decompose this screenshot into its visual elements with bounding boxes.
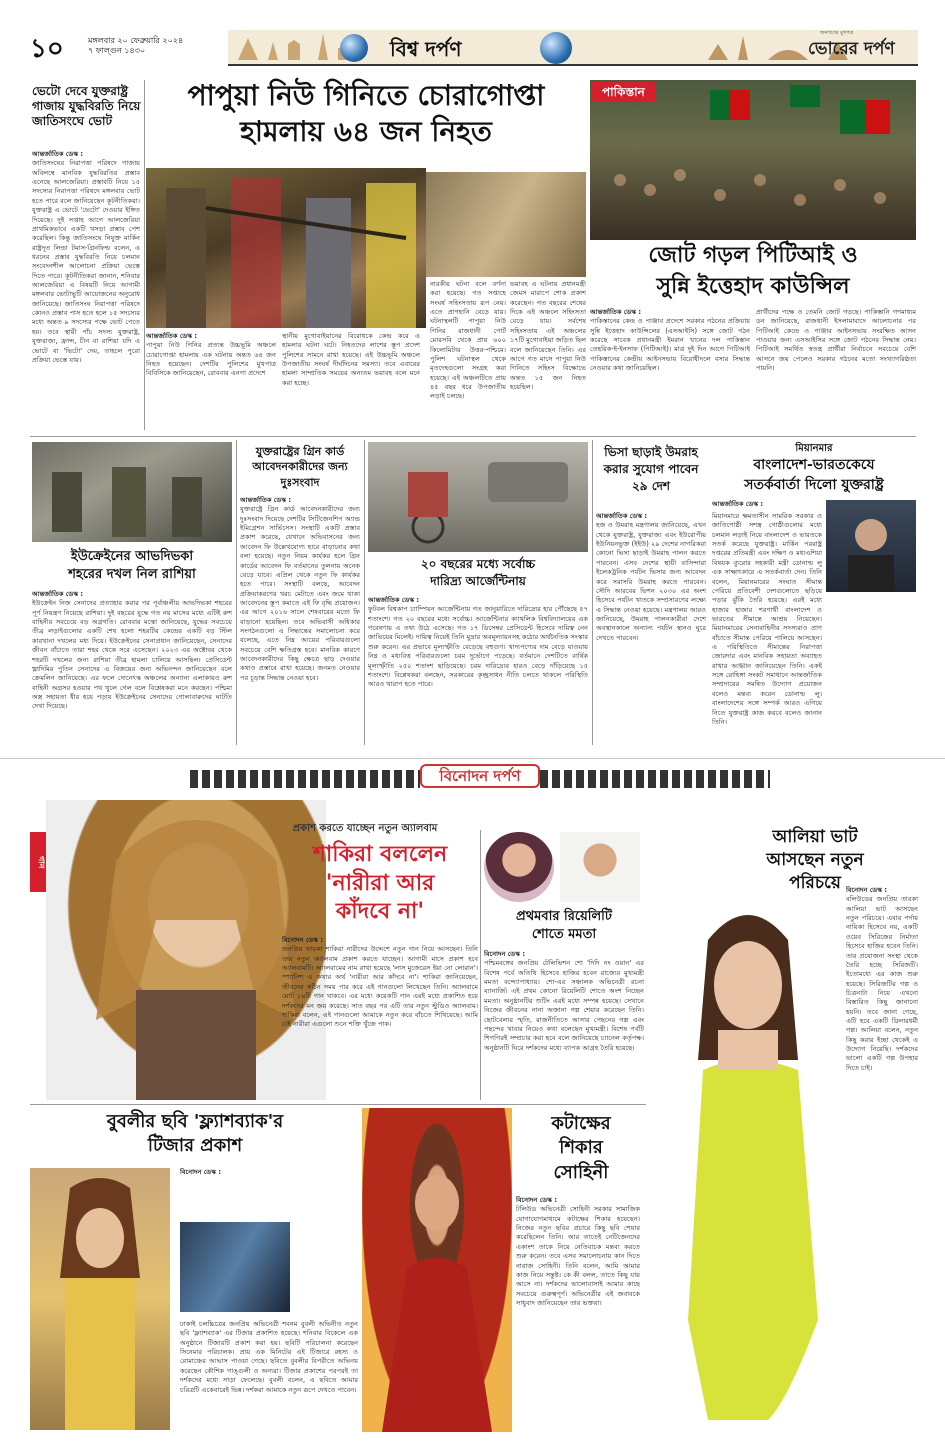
section-title: বিশ্ব দর্পণ xyxy=(390,37,462,61)
sohini-headline-line3: সোহিনী xyxy=(553,1161,609,1183)
alia-photo xyxy=(648,900,848,1420)
column-divider xyxy=(144,80,145,430)
png-photo-2 xyxy=(426,172,586,277)
donald-lu-photo xyxy=(826,500,916,592)
png-body-1-text: পাপুয়া নিউ গিনির প্রত্যন্ত উচ্চভূমি অঞ্চলে চোরাগোপ্তা হামলায় এক ঘটনায় অন্তত ৬৪ জন নিহত হয়েছেন। দেশটির পুলিশের মুখপাত্র বিবিসিকে জানিয়েছেন, রোববার এনগা প্রদেশে xyxy=(146,341,276,378)
pakistan-headline-line1: জোট গড়ল পিটিআই ও xyxy=(648,242,858,268)
desk-label: আন্তর্জাতিক ডেস্ক : xyxy=(240,496,292,504)
png-headline-line2: হামলায় ৬৪ জন নিহত xyxy=(240,115,492,149)
soldiers-image xyxy=(32,442,232,542)
argentina-headline-line1: ২০ বছরের মধ্যে সর্বোচ্চ xyxy=(420,557,536,571)
header-date xyxy=(88,36,238,57)
gaza-body xyxy=(32,150,140,428)
column-divider xyxy=(364,440,365,745)
desk-label: আন্তর্জাতিক ডেস্ক : xyxy=(712,500,764,508)
shakira-headline-line2: 'নারীরা আর xyxy=(325,869,435,896)
png-body-4: ভয়াবহ এ ঘটনায় প্রধানমন্ত্রী জেমস মারাপে শোক প্রকাশ করেছেন। গত বছরের শেষের দিকে এই অঞ্চলে সহিংসতা বেড়ে যায়। সর্বশেষ সহিংসতায় এই অঞ্চলের ১৭টি মুগোবাইয়া জড়িত ছিল বলে জানিয়েছেন তিনি। এর আগে গত মাসে পাপুয়া নিউ গিনিতে সহিংস বিক্ষোভে অন্তত ১৫ জন নিহত হয়েছিল। xyxy=(510,280,586,391)
page-header xyxy=(0,0,945,68)
desk-label: বিনোদন ডেস্ক : xyxy=(846,886,887,894)
armed-men-image xyxy=(146,168,426,328)
png-headline xyxy=(146,78,586,151)
logo-tagline: জনগণের মুখপত্র xyxy=(820,30,854,36)
date-bengali: ৭ ফাল্গুন ১৪৩০ xyxy=(88,46,146,56)
desk-label: বিনোদন ডেস্ক : xyxy=(516,1196,557,1204)
ukraine-body-text: ইউক্রেইন নিজ সেনাদের প্রত্যাহার করার পর পূর্বাঞ্চলীয় আভদিভকা শহরের পূর্ণ নিয়ন্ত্রণ নিয়েছে রাশিয়া। দুই বছরের যুদ্ধে গত নয় মাসের মধ্যে এটিই রুশ বাহিনীর সবচেয়ে বড় অগ্রগতি। রোববার মস্কো জানিয়েছে, যুদ্ধের সবচেয়ে তীব্র লড়াইগুলোর একটি শেষ হলো শহরটির কেন্দ্রের একটি বড় স্টিল কারখানা দখলের মধ্য দিয়ে। ইউক্রেইনের সেনাপ্রধান জানিয়েছেন, সেনাদের জীবন বাঁচাতে তারা শহর থেকে সরে এসেছেন। ২০২৩ এর অক্টোবর থেকে শহরটি দখলের জন্য রাশিয়া তীব্র হামলা চালিয়ে আসছিল। প্রেসিডেন্ট ভ্লাদিমির পুতিন সেনাদের এ বিজয়ের জন্য অভিনন্দন জানিয়েছেন বলে ক্রেমলিন জানিয়েছে। এর ফলে দোনেৎস্ক অঞ্চলের অন্যান্য এলাকায়ও রুশ বাহিনী অগ্রসর হওয়ার পথ খুলে গেল বলে বিশ্লেষকরা মনে করছেন। পশ্চিমা অস্ত্র সহায়তা ধীর হয়ে পড়ায় ইউক্রেইনের সেনাদের গোলাবারুদের ঘাটতি দেখা দিয়েছে। xyxy=(32,599,232,711)
argentina-body xyxy=(368,596,588,742)
alia-body-text: বলিউডের জনপ্রিয় তারকা আলিয়া ভাট আসছেন নতুন পরিচয়ে। এবার পর্দায় নায়িকা হিসেবে নয়, একটি ওয়েব সিরিজের নির্মাতা হিসেবে হাজির হবেন তিনি। তার প্রযোজনা সংস্থা থেকে তৈরি হচ্ছে সিরিজটি। ইতোমধ্যে এর কাজ শুরু হয়েছে। সিরিজটির গল্প ও চিত্রনাট্য নিয়ে এখনো বিস্তারিত কিছু জানানো হয়নি। তবে জানা গেছে, এটি হবে একটি থ্রিলারধর্মী গল্প। আলিয়া বলেন, নতুন কিছু করার ইচ্ছা থেকেই এ উদ্যোগ নিয়েছি। দর্শকদের ভালো একটি গল্প উপহার দিতে চাই। xyxy=(846,895,918,1072)
sohini-body-text: টলিউড অভিনেত্রী সোহিনী সরকার সামাজিক যোগাযোগমাধ্যমে কটাক্ষের শিকার হয়েছেন। নিজের নতুন ছবির প্রচারে কিছু ছবি শেয়ার করেছিলেন তিনি। আর তাতেই নেটিজেনদের একাংশ তাকে নিয়ে নেতিবাচক মন্তব্য করতে শুরু করেন। তবে এসব সমালোচনায় কান দিতে নারাজ সোহিনী। তিনি বলেন, আমি আমার কাজ নিয়ে সন্তুষ্ট। কে কী বলল, তাতে কিছু যায় আসে না। দর্শকদের ভালোবাসাই আমার কাছে সবচেয়ে গুরুত্বপূর্ণ। অভিনেত্রীর এই জবাবকে সাধুবাদ জানিয়েছেন তার ভক্তরা। xyxy=(516,1205,640,1307)
street-cart-image xyxy=(368,442,588,552)
mamata-photo xyxy=(560,832,640,902)
column-divider xyxy=(592,440,593,745)
ukraine-headline xyxy=(32,548,232,584)
sohini-headline-line2: শিকার xyxy=(559,1137,603,1159)
myanmar-body: মিয়ানমারে ক্ষমতাসীন সামরিক সরকার ও জাতিগোষ্ঠী সশস্ত্র গোষ্ঠীগুলোর মধ্যে চলমান লড়াই নিয়ে বাংলাদেশ ও ভারতকে সতর্ক করেছে যুক্তরাষ্ট্র। মার্কিন পররাষ্ট্র দপ্তরের প্রতিমন্ত্রী এবং দক্ষিণ ও মধ্যএশিয়া বিষয়ক ব্যুরোর সহকারী মন্ত্রী ডোনাল্ড লু এক সাক্ষাৎকারে এ সতর্কবার্তা দেন। তিনি বলেন, মিয়ানমারের সংঘাত সীমান্ত পেরিয়ে প্রতিবেশী দেশগুলোতে ছড়িয়ে পড়ার ঝুঁকি তৈরি হয়েছে। এরই মধ্যে হাজার হাজার শরণার্থী বাংলাদেশ ও ভারতের সীমান্তে আশ্রয় নিয়েছেন। মিয়ানমারের সেনাবাহিনীর সদস্যরাও প্রাণ বাঁচাতে সীমান্ত পেরিয়ে পালিয়ে আসছেন। এ পরিস্থিতিতে সীমান্তের নিরাপত্তা জোরদার এবং মানবিক সহায়তা অব্যাহত রাখার আহ্বান জানিয়েছেন তিনি। একই সঙ্গে রোহিঙ্গা সংকট সমাধানে আন্তর্জাতিক সম্প্রদায়ের সমন্বিত উদ্যোগ প্রয়োজন বলেও মন্তব্য করেন ডোনাল্ড লু। বাংলাদেশের সঙ্গে সম্পর্ক আরও এগিয়ে নিতে যুক্তরাষ্ট্র কাজ করবে বলেও জানান তিনি। xyxy=(712,512,822,726)
shakira-body xyxy=(282,936,478,1096)
row-divider xyxy=(30,436,916,437)
globe-icon xyxy=(540,32,572,64)
column-divider xyxy=(480,830,481,1100)
alia-headline-line1: আলিয়া ভাট xyxy=(772,827,858,847)
sohini-photo xyxy=(362,1108,512,1432)
pakistan-tag: পাকিস্তান xyxy=(592,82,655,102)
png-photo xyxy=(146,168,426,328)
side-label: গান xyxy=(30,832,46,892)
alia-headline-line2: আসছেন নতুন xyxy=(766,849,864,870)
pakistan-headline-line2: সুন্নি ইত্তেহাদ কাউন্সিল xyxy=(656,272,850,299)
mamata-headline xyxy=(484,908,644,944)
alia-body xyxy=(846,886,918,1426)
column-divider xyxy=(236,440,237,745)
desk-label: বিনোদন ডেস্ক : xyxy=(282,936,323,944)
pakistan-headline xyxy=(590,240,916,302)
alia-headline xyxy=(730,826,900,895)
sohini-image xyxy=(362,1108,512,1432)
argentina-headline xyxy=(368,556,588,590)
mamata-body xyxy=(484,950,644,1100)
argentina-photo xyxy=(368,442,588,552)
date-gregorian: মঙ্গলবার ২০ ফেব্রুয়ারি ২০২৪ xyxy=(88,36,184,45)
shakira-body-text: জনপ্রিয় তারকা শাকিরা নারীদের উদ্দেশে নতুন গান নিয়ে আসছেন। তিনি তার নতুন অ্যালবাম প্রকাশ করতে যাচ্ছেন। আগামী মাসে প্রকাশ হবে অ্যালবামটি। অ্যালবামের নাম রাখা হয়েছে 'লাস মুজেরেস ইয়া নো লোরান'। স্প্যানিশ এ কথার অর্থ 'নারীরা আর কাঁদবে না'। শাকিরা জানিয়েছেন, জীবনের কঠিন সময় পার করে এই গানগুলো লিখেছেন তিনি। অ্যালবামে মোট ১৬টি গান থাকবে। এর মধ্যে কয়েকটি গান এরই মধ্যে প্রকাশিত হয়ে দর্শকদের মন জয় করেছে। সাত বছর পর এটি তার নতুন স্টুডিও অ্যালবাম। শাকিরা বলেন, এই গানগুলো আমাকে নতুন করে বাঁচতে শিখিয়েছে। আমি চাই নারীরা এগুলো শুনে শক্তি খুঁজে পাক। xyxy=(282,945,478,1029)
row-divider xyxy=(30,1104,646,1105)
film-strip-right xyxy=(540,770,770,788)
bubli-body: ঢাকাই চলচ্চিত্রের জনপ্রিয় অভিনেত্রী শবনম বুবলী অভিনীত নতুন ছবি 'ফ্ল্যাশব্যাক' এর টিজার প্রকাশিত হয়েছে। শনিবার বিকেলে এক অনুষ্ঠানে টিজারটি প্রকাশ করা হয়। ছবিটি পরিচালনা করেছেন সিনেমার পরিচালক। প্রায় এক মিনিটের এই টিজারে রহস্য ও রোমাঞ্চের আভাস পাওয়া গেছে। ছবিতে বুবলীর বিপরীতে অভিনয় করেছেন কৌশিক গাঙ্গুলী ও অন্যরা। টিজার প্রকাশের পরপরই তা দর্শকদের মধ্যে সাড়া ফেলেছে। বুবলী বলেন, এ ছবিতে আমার চরিত্রটি একেবারেই ভিন্ন। দর্শকরা আমাকে নতুন রূপে দেখতে পাবেন। xyxy=(180,1320,358,1394)
globe-icon xyxy=(340,34,368,62)
crowd-flags-image xyxy=(590,80,916,240)
argentina-headline-line2: দারিদ্র্য আর্জেন্টিনায় xyxy=(430,573,526,588)
bubli-headline-line1: বুবলীর ছবি 'ফ্ল্যাশব্যাক'র xyxy=(106,1111,284,1132)
umrah-body xyxy=(596,512,706,744)
desk-label: বিনোদন ডেস্ক : xyxy=(180,1168,221,1176)
pakistan-body-1-text: পাকিস্তানের কেন্দ্র ও পাঞ্জাব প্রদেশে সরকার গঠনের প্রক্রিয়ায় সুন্নি ইত্তেহাদ কাউন্সিলের (এসআইসি) সঙ্গে জোট গঠন করেছে সাবেক প্রধানমন্ত্রী ইমরান খানের দল পাকিস্তান তেহরিক-ই-ইনসাফ (পিটিআই)। মাত্র দুই দিন আগে পিটিআই পাকিস্তানের কেন্দ্রীয় আইনসভায় বিরোধীদলে বসার সিদ্ধান্ত নেওয়ার কথা জানিয়েছিল। xyxy=(590,317,750,373)
gaza-body-text: জাতিসংঘের নিরাপত্তা পরিষদে গাজায় অবিলম্বে মানবিক যুদ্ধবিরতির প্রস্তাব এনেছে আলজেরিয়া। প্রস্তাবটি নিয়ে ১৫ সদস্যের নিরাপত্তা পরিষদে মঙ্গলবার ভোট হতে পারে বলে জানিয়েছেন কূটনীতিকরা। যুক্তরাষ্ট্র এ ভোটে 'ভেটো' দেওয়ার ইঙ্গিত দিয়েছে। দুই সপ্তাহ আগে আলজেরিয়া প্রাথমিকভাবে একটি খসড়া প্রস্তাব পেশ করেছিল। কিন্তু জাতিসংঘে নিযুক্ত মার্কিন রাষ্ট্রদূত লিন্ডা টমাস-গ্রিনফিল্ড বলেন, এ ধরনের প্রস্তাব যুদ্ধবিরতি নিয়ে চলমান সংবেদনশীল আলোচনা প্রক্রিয়া ভেস্তে দিতে পারে। কূটনীতিকরা জানান, শনিবার আলজেরিয়া এ বিষয়টি নিয়ে আগামী মঙ্গলবার ভোটাভুটি আয়োজনের অনুরোধ জানিয়েছে। জাতিসংঘ নিরাপত্তা পরিষদে কোনও প্রস্তাব পাস হতে হলে ১৫ সদস্যের মধ্যে অন্তত ৯ সদস্যের পক্ষে ভোট পেতে হয়। তবে স্থায়ী পাঁচ সদস্য যুক্তরাষ্ট্র, যুক্তরাজ্য, ফ্রান্স, চীন বা রাশিয়া যদি এ ভোটে বা 'ভিটো' দেয়, তাহলে পুরো প্রক্রিয়া ভেস্তে যায়। xyxy=(32,159,140,364)
entertainment-section-title: বিনোদন দর্পণ xyxy=(420,764,540,788)
myanmar-headline-line2: সতর্কবার্তা দিলো যুক্তরাষ্ট্র xyxy=(744,476,884,493)
desk-label: আন্তর্জাতিক ডেস্ক : xyxy=(146,332,198,340)
pakistan-body-1 xyxy=(590,308,750,432)
shakira-headline-line1: শাকিরা বললেন xyxy=(312,841,448,867)
myanmar-headline-line1: বাংলাদেশ-ভারতকেযে xyxy=(753,457,875,473)
bubli-photo xyxy=(30,1168,170,1430)
desk-label: আন্তর্জাতিক ডেস্ক : xyxy=(590,308,642,316)
myanmar-headline xyxy=(712,456,916,495)
desk-label: আন্তর্জাতিক ডেস্ক : xyxy=(32,590,84,598)
umrah-body-text: হজ ও উমরাহ মন্ত্রণালয় জানিয়েছে, এখন থেকে যুক্তরাষ্ট্র, যুক্তরাজ্য এবং ইউরোপীয় ইউনিয়নভুক্ত (ইইউ) ২৯ দেশের নাগরিকরা কোনো ভিসা ছাড়াই উমরাহ পালন করতে পারবেন। এসব দেশের স্থায়ী বাসিন্দারা ইলেকট্রনিক পর্যটন ভিসার জন্য আবেদন করে সরাসরি উমরাহ করতে পারবেন। সৌদি আরবের ভিশন ২০৩০ এর অংশ হিসেবে পর্যটন খাতকে সম্প্রসারণের লক্ষ্যে এ সিদ্ধান্ত নেওয়া হয়েছে। মন্ত্রণালয় আরও জানিয়েছে, উমরাহ পালনকারীরা দেশে অবস্থানকালে অন্যান্য পর্যটন স্থানও ঘুরে দেখতে পারবেন। xyxy=(596,521,706,642)
mamata-headline-line2: শোতে মমতা xyxy=(531,927,597,943)
desk-label: আন্তর্জাতিক ডেস্ক : xyxy=(368,596,420,604)
ukraine-headline-line1: ইউক্রেইনের আভদিভকা xyxy=(70,549,194,564)
ukraine-photo xyxy=(32,442,232,542)
bubli-image xyxy=(30,1168,170,1430)
mamata-body-text: পশ্চিমবঙ্গের জনপ্রিয় টেলিভিশন শো 'দিদি নং ওয়ান' এর বিশেষ পর্বে অতিথি হিসেবে হাজির হবেন রাজ্যের মুখ্যমন্ত্রী মমতা বন্দ্যোপাধ্যায়। শো-এর সঞ্চালক অভিনেত্রী রচনা ব্যানার্জি। এই প্রথম কোনো রিয়েলিটি শোতে অংশ নিচ্ছেন মমতা। অনুষ্ঠানটির শুটিং এরই মধ্যে সম্পন্ন হয়েছে। সেখানে নিজের জীবনের নানা অজানা গল্প শেয়ার করেছেন তিনি। ছোটবেলার স্মৃতি, রাজনীতিতে আসার পেছনের গল্প এবং পছন্দের খাবার নিয়েও কথা বলেছেন মুখ্যমন্ত্রী। বিশেষ পর্বটি শিগগিরই সম্প্রচার করা হবে বলে জানিয়েছে চ্যানেল কর্তৃপক্ষ। অনুষ্ঠানটি ঘিরে দর্শকদের মধ্যে ব্যাপক আগ্রহ তৈরি হয়েছে। xyxy=(484,959,644,1052)
ukraine-headline-line2: শহরের দখল নিল রাশিয়া xyxy=(68,567,196,583)
mamata-headline-line1: প্রথমবার রিয়েলিটি xyxy=(516,909,612,924)
page-number: ১০ xyxy=(30,34,64,64)
greencard-body-text: যুক্তরাষ্ট্রে গ্রিন কার্ড আবেদনকারীদের জন্য দুঃসংবাদ দিয়েছে দেশটির সিটিজেনশিপ অ্যান্ড ইমিগ্রেশন সার্ভিসেস। সংস্থাটি একটি প্রস্তাব প্রকাশ করেছে, যেখানে অভিবাসনের জন্য আবেদন ফি উল্লেখযোগ্য হারে বাড়ানোর কথা বলা হয়েছে। নতুন নিয়ম কার্যকর হলে গ্রিন কার্ডের আবেদন ফি বর্তমানের তুলনায় অনেক বেড়ে যাবে। এপ্রিল থেকে নতুন ফি কার্যকর হতে পারে। সংস্থাটি বলছে, আবেদন প্রক্রিয়াকরণের খরচ মেটাতে এবং জমে থাকা আবেদনের স্তূপ কমাতে এই ফি বৃদ্ধি প্রয়োজন। এর আগে ২০১৬ সালে শেষবারের মতো ফি বাড়ানো হয়েছিল। তবে অভিবাসী অধিকার সংগঠনগুলো এ সিদ্ধান্তের সমালোচনা করে বলেছে, এতে নিম্ন আয়ের পরিবারগুলো সবচেয়ে বেশি ক্ষতিগ্রস্ত হবে। মানবিক কারণে আবেদনকারীদের কিছু ক্ষেত্রে ছাড় দেওয়ার কথাও প্রস্তাবে রাখা হয়েছে। জনমত নেওয়ার পর চূড়ান্ত সিদ্ধান্ত নেওয়া হবে। xyxy=(240,505,360,682)
rachana-photo xyxy=(484,832,554,902)
newspaper-logo: ভোরের দর্পণ xyxy=(808,39,895,59)
png-body-1 xyxy=(146,332,276,432)
png-headline-line1: পাপুয়া নিউ গিনিতে চোরাগোপ্তা xyxy=(187,79,545,112)
shakira-headline-line3: কাঁদবে না' xyxy=(335,898,425,925)
desk-label: আন্তর্জাতিক ডেস্ক : xyxy=(596,512,648,520)
bubli-headline xyxy=(30,1110,360,1159)
greencard-headline: যুক্তরাষ্ট্রের গ্রিন কার্ড আবেদনকারীদের জন্য দুঃসংবাদ xyxy=(252,445,348,489)
pakistan-rally-photo xyxy=(590,80,916,240)
umrah-headline: ভিসা ছাড়াই উমরাহ করার সুযোগ পাবেন ২৯ দেশ xyxy=(603,445,699,493)
section-divider xyxy=(0,758,945,759)
greencard-body xyxy=(240,496,360,744)
gaza-headline: ভেটো দেবে যুক্তরাষ্ট্র গাজায় যুদ্ধবিরতি নিয়ে জাতিসংঘে ভোট xyxy=(32,84,141,128)
bubli-headline-line2: টিজার প্রকাশ xyxy=(147,1135,243,1157)
film-strip-left xyxy=(190,770,420,788)
png-body-3: নারকীয় ঘটনা বলে বর্ণনা করা হয়েছে। গত সপ্তাহে সংঘর্ষ সহিংসতায় রূপ নেয়। এতে প্রাণহানি বেড়ে যায়। ঘটনাস্থলটি পাপুয়া নিউ গিনির রাজধানী পোর্ট মোরসবি থেকে প্রায় ৬০০ কিলোমিটার উত্তর-পশ্চিমে। পুলিশ ঘটনাস্থল থেকে মৃতদেহগুলো সংগ্রহ করা হয়েছে। এই অঞ্চলটিতে প্রায় ৪৫ বছর ধরে উপজাতীয় লড়াই চলছে। xyxy=(430,280,506,401)
png-body-2: স্থানীয় মুগোবাইয়ানের বিরোধকে কেন্দ্র করে এ হামলার ঘটনা ঘটে। নিহতদের লাশের স্তূপ প্রদেশ পুলিশের সামনে রাখা হয়েছে। এই উচ্চভূমি অঞ্চলে উপজাতীয় সংঘর্ষ দীর্ঘদিনের সমস্যা। তবে এবারের হামলা সাম্প্রতিক সময়ের অন্যতম ভয়াবহ বলে মনে করা হচ্ছে। xyxy=(282,332,420,387)
ukraine-body xyxy=(32,590,232,742)
sohini-headline xyxy=(516,1112,646,1185)
argentina-body-text: ফুটবল বিশ্বকাপ চ্যাম্পিয়ন আর্জেন্টিনায় গত জানুয়ারিতে দারিদ্র্যের হার পৌঁছেছে ৫৭ শতাংশে। গত ২০ বছরের মধ্যে সর্বোচ্চ। আর্জেন্টিনার ক্যাথলিক বিশ্ববিদ্যালয়ের এক গবেষণায় এ তথ্য উঠে এসেছে। গত ১৭ ডিসেম্বর প্রেসিডেন্ট হিসেবে দায়িত্ব নেন জাভিয়ের মিলেই। দায়িত্ব নিয়েই তিনি মুদ্রার অবমূল্যায়নসহ কঠোর অর্থনৈতিক সংস্কার শুরু করেন। এর প্রভাবে মূল্যস্ফীতি বেড়েছে বহুগুণ। খাদ্যপণ্যের দাম বেড়ে যাওয়ায় নিম্ন ও মধ্যবিত্ত পরিবারগুলো চরম দুর্ভোগে পড়েছে। বর্তমানে দেশটিতে বার্ষিক মূল্যস্ফীতি ২৫০ শতাংশ ছাড়িয়েছে। চরম দারিদ্র্যের হারও বেড়ে দাঁড়িয়েছে ১৫ শতাংশে। বিশ্লেষকরা বলছেন, সরকারের কৃচ্ছ্রসাধন নীতি চলতে থাকলে পরিস্থিতি আরও খারাপ হতে পারে। xyxy=(368,605,588,689)
sohini-body xyxy=(516,1196,640,1430)
myanmar-tag: মিয়ানমার xyxy=(795,443,833,454)
sohini-headline-line1: কটাক্ষের xyxy=(551,1113,611,1134)
shakira-headline xyxy=(280,840,480,926)
alia-image xyxy=(648,900,848,1420)
desk-label: আন্তর্জাতিক ডেস্ক : xyxy=(32,150,84,158)
person-image xyxy=(826,500,916,592)
desk-label: বিনোদন ডেস্ক : xyxy=(484,950,525,958)
pakistan-body-2: প্রার্থীদের পক্ষে ও তেমনি জোট গড়ছে। পাকিস্তানি গণমাধ্যম ডন জানিয়েছে, রাজধানী ইসলামাবাদে আলোচনার পর পিটিআই কেন্দ্রে ও পাঞ্জাব আইনসভায় সংরক্ষিত আসন পাওয়ার জন্য এসআইসির সঙ্গে জোট গঠনের সিদ্ধান্ত নেয়। পিটিআই সমর্থিত স্বতন্ত্র প্রার্থীরা নির্বাচনে সবচেয়ে বেশি আসনে জয় পেলেও সরকার গঠনের মতো সংখ্যাগরিষ্ঠতা পায়নি। xyxy=(756,308,916,373)
alia-headline-line3: পরিচয়ে xyxy=(789,872,841,893)
shakira-kicker: প্রকাশ করতে যাচ্ছেন নতুন অ্যালবাম xyxy=(292,823,438,834)
